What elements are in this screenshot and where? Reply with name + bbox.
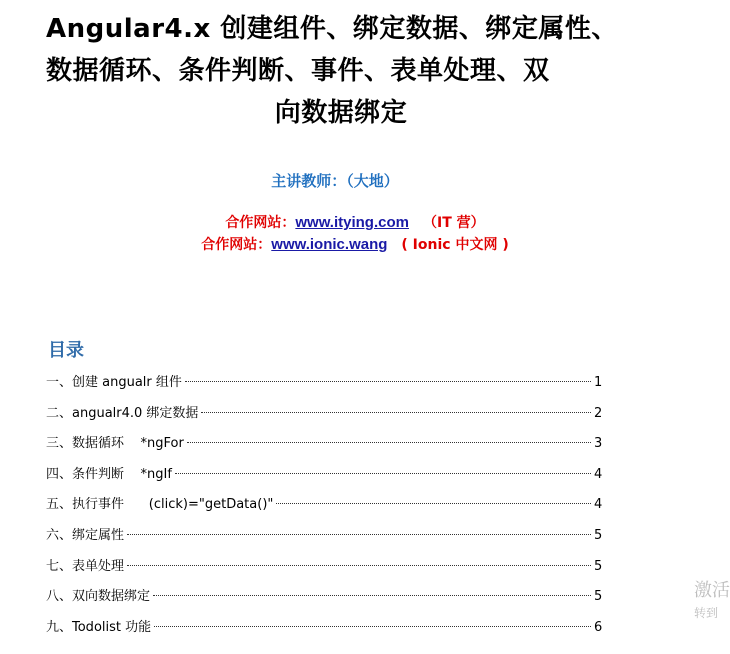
toc-entry-page: 3: [594, 436, 603, 452]
toc-leader-dots: [185, 381, 591, 382]
watermark-line-2: 转到: [694, 606, 719, 620]
toc-entry-1[interactable]: [46, 368, 602, 399]
toc-leader-dots: [187, 442, 591, 443]
partner-label: 合作网站：: [225, 215, 296, 231]
partner-note: （IT 营）: [422, 215, 485, 231]
toc-leader-dots: [153, 595, 591, 596]
watermark-line-1: 激活: [694, 580, 730, 601]
toc-entry-label: 一、创建 angualr 组件: [46, 375, 182, 390]
toc-entry-label: 八、双向数据绑定: [46, 589, 151, 605]
toc-entry-page: 4: [594, 466, 603, 482]
toc-entry-6[interactable]: [46, 521, 602, 552]
teacher-line: 主讲教师：（大地）: [271, 172, 399, 190]
title-line-1: Angular4.x 创建组件、绑定数据、绑定属性、: [46, 14, 618, 44]
toc-entry-9[interactable]: [46, 613, 602, 644]
activation-watermark: [694, 580, 730, 624]
partner-site-2: [0, 234, 710, 254]
toc-entry-2[interactable]: [46, 399, 602, 430]
toc-leader-dots: [201, 412, 591, 413]
toc-entry-8[interactable]: [46, 582, 602, 613]
partner-link-ionic[interactable]: www.ionic.wang: [271, 236, 388, 253]
toc-leader-dots: [154, 626, 591, 627]
title-line-2: 数据循环、条件判断、事件、表单处理、双: [46, 56, 550, 86]
partner-note: ( Ionic 中文网 ): [401, 237, 509, 253]
toc-entry-page: 6: [594, 619, 603, 635]
document-title: [46, 8, 616, 134]
toc-entry-page: 2: [594, 405, 603, 421]
toc-entry-label: 二、angualr4.0 绑定数据: [46, 405, 199, 421]
toc-entry-label: 六、绑定属性: [46, 527, 125, 543]
toc-entry-5[interactable]: [46, 490, 602, 521]
toc-entry-label: 七、表单处理: [46, 558, 125, 574]
partner-site-1: [0, 212, 710, 232]
toc-entry-page: 5: [594, 589, 603, 605]
toc-entry-3[interactable]: [46, 429, 602, 460]
toc-entry-label: 三、数据循环 *ngFor: [46, 436, 184, 452]
toc-entry-7[interactable]: [46, 552, 602, 583]
table-of-contents: [46, 368, 602, 643]
toc-leader-dots: [276, 503, 591, 504]
toc-entry-label: 四、条件判断 *ngIf: [46, 466, 172, 482]
toc-entry-page: 1: [594, 375, 603, 390]
title-line-3: 向数据绑定: [274, 98, 408, 128]
partner-label: 合作网站：: [201, 237, 272, 253]
toc-entry-label: 五、执行事件 (click)="getData()": [46, 497, 274, 513]
toc-entry-page: 5: [594, 558, 603, 574]
toc-leader-dots: [127, 534, 591, 535]
toc-heading: 目录: [48, 340, 84, 361]
toc-entry-label: 九、Todolist 功能: [46, 619, 152, 635]
toc-entry-4[interactable]: [46, 460, 602, 491]
toc-entry-page: 5: [594, 527, 603, 543]
toc-entry-page: 4: [594, 497, 603, 513]
toc-leader-dots: [175, 473, 591, 474]
partner-link-itying[interactable]: www.itying.com: [295, 214, 409, 231]
toc-leader-dots: [127, 565, 591, 566]
